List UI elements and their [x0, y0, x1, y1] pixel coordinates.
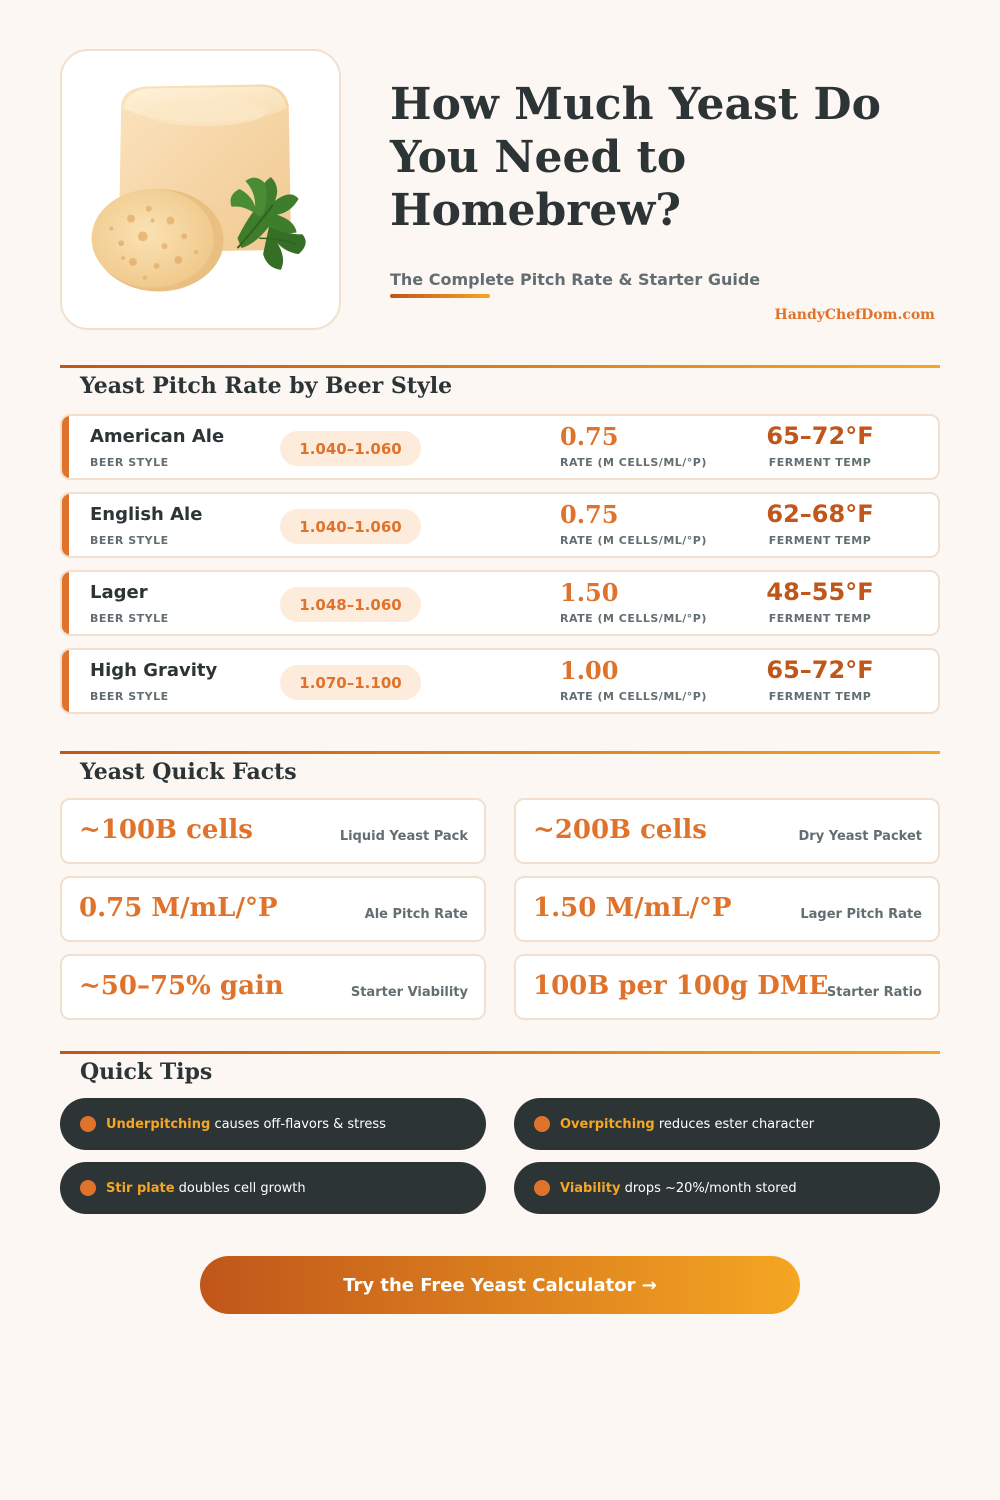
fact-card — [60, 954, 486, 1020]
section-divider — [60, 365, 940, 368]
row-accent-bar — [62, 416, 69, 478]
fact-label: Starter Ratio — [826, 985, 922, 1000]
tip-keyword: Overpitching — [560, 1116, 655, 1132]
fact-label: Starter Viability — [350, 985, 468, 1000]
tip-description: causes off-flavors & stress — [210, 1116, 386, 1132]
section-divider — [60, 751, 940, 754]
tip-text — [560, 1117, 814, 1132]
temp-label: FERMENT TEMP — [768, 690, 872, 703]
tip-keyword: Underpitching — [106, 1116, 211, 1132]
fact-label: Lager Pitch Rate — [800, 907, 922, 922]
rate-value: 1.00 — [560, 656, 619, 685]
brand-link[interactable]: HandyChefDom.com — [774, 307, 935, 323]
fact-label: Liquid Yeast Pack — [339, 829, 468, 844]
fact-value: ~100B cells — [79, 815, 253, 845]
fact-value: 100B per 100g DME — [533, 971, 829, 1001]
style-name: American Ale — [90, 426, 225, 447]
pitch-section-title: Yeast Pitch Rate by Beer Style — [80, 373, 453, 399]
yeast-block-icon — [62, 51, 339, 328]
fact-label: Ale Pitch Rate — [364, 907, 468, 922]
temp-value: 48–55°F — [766, 578, 874, 606]
fact-card — [514, 798, 940, 864]
page-title: How Much Yeast Do You Need to Homebrew? — [390, 79, 881, 236]
rate-value: 0.75 — [560, 500, 619, 529]
tip-pill — [514, 1098, 940, 1150]
row-accent-bar — [62, 650, 69, 712]
style-row — [60, 570, 940, 636]
tip-text — [106, 1117, 386, 1132]
gravity-pill: 1.048–1.060 — [280, 587, 421, 622]
style-tag: BEER STYLE — [90, 612, 169, 625]
fact-label: Dry Yeast Packet — [798, 829, 922, 844]
fact-card — [514, 954, 940, 1020]
tip-description: doubles cell growth — [174, 1180, 306, 1196]
tip-pill — [60, 1162, 486, 1214]
tip-text — [106, 1181, 306, 1196]
tip-pill — [60, 1098, 486, 1150]
rate-label: RATE (M CELLS/ML/°P) — [560, 690, 707, 703]
tip-keyword: Viability — [560, 1180, 621, 1196]
bullet-dot-icon — [80, 1180, 96, 1196]
style-tag: BEER STYLE — [90, 690, 169, 703]
tip-text — [560, 1181, 797, 1196]
temp-label: FERMENT TEMP — [768, 534, 872, 547]
hero-image-card — [60, 49, 341, 330]
fact-card — [514, 876, 940, 942]
style-tag: BEER STYLE — [90, 534, 169, 547]
gravity-pill: 1.040–1.060 — [280, 431, 421, 466]
fact-card — [60, 876, 486, 942]
tip-pill — [514, 1162, 940, 1214]
tips-section-title: Quick Tips — [80, 1059, 213, 1085]
gravity-pill: 1.070–1.100 — [280, 665, 421, 700]
tip-description: drops ~20%/month stored — [620, 1180, 797, 1196]
temp-value: 62–68°F — [766, 500, 874, 528]
temp-label: FERMENT TEMP — [768, 612, 872, 625]
fact-value: ~200B cells — [533, 815, 707, 845]
bullet-dot-icon — [80, 1116, 96, 1132]
style-name: Lager — [90, 582, 148, 603]
yeast-calculator-button[interactable]: Try the Free Yeast Calculator → — [200, 1256, 800, 1314]
fact-value: ~50–75% gain — [79, 971, 284, 1001]
section-divider — [60, 1051, 940, 1054]
tip-keyword: Stir plate — [106, 1180, 175, 1196]
temp-value: 65–72°F — [766, 422, 874, 450]
bullet-dot-icon — [534, 1116, 550, 1132]
row-accent-bar — [62, 572, 69, 634]
style-row — [60, 648, 940, 714]
gravity-pill: 1.040–1.060 — [280, 509, 421, 544]
style-row — [60, 414, 940, 480]
subtitle-underline — [390, 294, 490, 298]
temp-value: 65–72°F — [766, 656, 874, 684]
tip-description: reduces ester character — [654, 1116, 815, 1132]
style-name: English Ale — [90, 504, 203, 525]
rate-label: RATE (M CELLS/ML/°P) — [560, 612, 707, 625]
rate-label: RATE (M CELLS/ML/°P) — [560, 456, 707, 469]
fact-value: 0.75 M/mL/°P — [79, 893, 278, 923]
style-tag: BEER STYLE — [90, 456, 169, 469]
style-row — [60, 492, 940, 558]
temp-label: FERMENT TEMP — [768, 456, 872, 469]
bullet-dot-icon — [534, 1180, 550, 1196]
rate-value: 1.50 — [560, 578, 619, 607]
rate-value: 0.75 — [560, 422, 619, 451]
fact-value: 1.50 M/mL/°P — [533, 893, 732, 923]
row-accent-bar — [62, 494, 69, 556]
facts-section-title: Yeast Quick Facts — [80, 759, 297, 785]
page-subtitle: The Complete Pitch Rate & Starter Guide — [390, 270, 761, 289]
style-name: High Gravity — [90, 660, 218, 681]
fact-card — [60, 798, 486, 864]
rate-label: RATE (M CELLS/ML/°P) — [560, 534, 707, 547]
